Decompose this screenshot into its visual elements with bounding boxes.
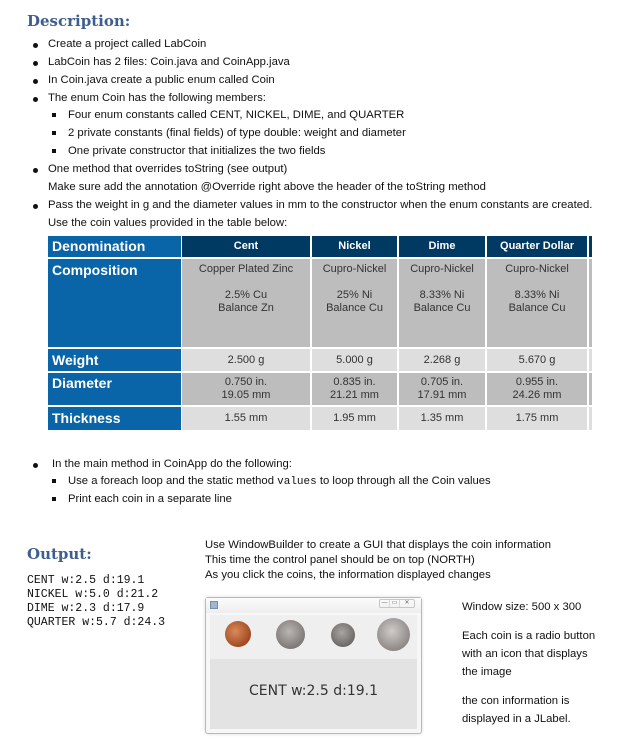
composition-line1: 8.33% Ni	[514, 289, 560, 301]
column-header-dime: Dime	[399, 236, 485, 257]
description-heading: Description:	[27, 12, 131, 30]
tostring-note: Make sure add the annotation @Override right above the header of the toString method	[48, 181, 486, 193]
label-note: the con information is	[462, 695, 570, 707]
control-panel	[210, 615, 417, 659]
table-edge	[589, 236, 592, 257]
table-edge	[589, 259, 592, 347]
bullet-icon	[33, 463, 38, 468]
bullet-icon	[33, 61, 38, 66]
radio-note: the image	[462, 666, 512, 678]
main-method-sub1	[68, 474, 491, 489]
table-edge	[589, 373, 592, 405]
output-line: DIME w:2.3 d:17.9	[27, 602, 145, 615]
output-line: CENT w:2.5 d:19.1	[27, 574, 145, 587]
quarter-radio-button[interactable]	[377, 618, 410, 651]
output-heading: Output:	[27, 545, 92, 563]
diameter-in: 0.835 in.	[333, 376, 376, 388]
column-header-cent: Cent	[182, 236, 310, 257]
composition-type: Cupro-Nickel	[322, 263, 387, 275]
weight-cell: 5.670 g	[487, 349, 587, 371]
bullet-icon	[33, 168, 38, 173]
column-header-quarter: Quarter Dollar	[487, 236, 587, 257]
weight-cell: 2.268 g	[399, 349, 485, 371]
radio-note: Each coin is a radio button	[462, 630, 596, 642]
gui-note: As you click the coins, the information displayed changes	[205, 569, 491, 581]
gui-note: This time the control panel should be on top (NORTH)	[205, 554, 475, 566]
member-item: 2 private constants (final fields) of type double: weight and diameter	[68, 127, 406, 139]
row-header-diameter: Diameter	[48, 373, 181, 405]
diameter-mm: 24.26 mm	[512, 389, 562, 401]
table-edge	[589, 407, 592, 430]
maximize-icon[interactable]: ▭	[390, 600, 400, 607]
row-header-denomination: Denomination	[48, 236, 181, 257]
sub1-post: to loop through all the Coin values	[316, 475, 491, 487]
diameter-cell	[312, 373, 397, 405]
composition-line2: Balance Cu	[326, 302, 383, 314]
square-bullet-icon	[52, 497, 56, 501]
dime-radio-button[interactable]	[331, 623, 355, 647]
thickness-cell: 1.95 mm	[312, 407, 397, 430]
composition-line2: Balance Cu	[413, 302, 471, 314]
close-icon[interactable]: ✕	[404, 600, 410, 606]
composition-cell	[182, 259, 310, 347]
coin-info-label: CENT w:2.5 d:19.1	[249, 683, 378, 699]
info-panel	[210, 659, 417, 729]
composition-line1: 2.5% Cu	[224, 289, 268, 301]
composition-line2: Balance Zn	[218, 302, 274, 314]
nickel-radio-button[interactable]	[276, 620, 305, 649]
output-block	[27, 574, 165, 630]
radio-note: with an icon that displays	[462, 648, 588, 660]
description-item: LabCoin has 2 files: Coin.java and CoinApp.java	[48, 56, 290, 68]
row-header-composition: Composition	[48, 259, 181, 347]
member-item: Four enum constants called CENT, NICKEL, DIME, and QUARTER	[68, 109, 405, 121]
description-item: In Coin.java create a public enum called Coin	[48, 74, 275, 86]
bullet-icon	[33, 43, 38, 48]
member-item: One private constructor that initializes the two fields	[68, 145, 326, 157]
square-bullet-icon	[52, 149, 56, 153]
thickness-cell: 1.35 mm	[399, 407, 485, 430]
composition-line1: 8.33% Ni	[419, 289, 465, 301]
composition-type: Copper Plated Zinc	[198, 263, 294, 275]
main-method-item: In the main method in CoinApp do the following:	[52, 458, 292, 470]
table-edge	[589, 349, 592, 371]
label-note: displayed in a JLabel.	[462, 713, 571, 725]
diameter-in: 0.705 in.	[420, 376, 464, 388]
composition-cell	[312, 259, 397, 347]
bullet-icon	[33, 204, 38, 209]
composition-cell	[487, 259, 587, 347]
description-item: The enum Coin has the following members:	[48, 92, 266, 104]
square-bullet-icon	[52, 479, 56, 483]
diameter-cell	[182, 373, 310, 405]
description-item: Create a project called LabCoin	[48, 38, 207, 50]
composition-line1: 25% Ni	[336, 289, 373, 301]
thickness-cell: 1.55 mm	[182, 407, 310, 430]
weight-cell: 5.000 g	[312, 349, 397, 371]
diameter-mm: 21.21 mm	[330, 389, 379, 401]
square-bullet-icon	[52, 131, 56, 135]
window-size-note: Window size: 500 x 300	[462, 601, 582, 613]
diameter-mm: 19.05 mm	[221, 389, 271, 401]
sub1-pre: Use a foreach loop and the static method	[68, 475, 278, 487]
bullet-icon	[33, 97, 38, 102]
main-method-sub2: Print each coin in a separate line	[68, 493, 232, 505]
composition-line2: Balance Cu	[508, 302, 566, 314]
coin-app-window	[205, 597, 422, 734]
composition-type: Cupro-Nickel	[410, 263, 474, 275]
output-line: QUARTER w:5.7 d:24.3	[27, 616, 166, 629]
diameter-cell	[487, 373, 587, 405]
row-header-weight: Weight	[48, 349, 181, 371]
diameter-in: 0.750 in.	[224, 376, 268, 388]
diameter-mm: 17.91 mm	[417, 389, 467, 401]
pass-note: Use the coin values provided in the table below:	[48, 217, 288, 229]
java-app-icon	[210, 601, 218, 609]
tostring-item: One method that overrides toString (see output)	[48, 163, 288, 175]
diameter-in: 0.955 in.	[515, 376, 559, 388]
minimize-icon[interactable]: —	[380, 600, 390, 607]
cent-radio-button[interactable]	[225, 621, 251, 647]
weight-cell: 2.500 g	[182, 349, 310, 371]
output-line: NICKEL w:5.0 d:21.2	[27, 588, 159, 601]
column-header-nickel: Nickel	[312, 236, 397, 257]
bullet-icon	[33, 79, 38, 84]
composition-cell	[399, 259, 485, 347]
square-bullet-icon	[52, 113, 56, 117]
sub1-code: values	[277, 476, 317, 488]
diameter-cell	[399, 373, 485, 405]
window-titlebar[interactable]	[206, 598, 421, 613]
composition-type: Cupro-Nickel	[505, 263, 569, 275]
row-header-thickness: Thickness	[48, 407, 181, 430]
window-controls	[379, 599, 415, 608]
thickness-cell: 1.75 mm	[487, 407, 587, 430]
pass-item: Pass the weight in g and the diameter values in mm to the constructor when the enum constants are created.	[48, 199, 593, 211]
gui-note: Use WindowBuilder to create a GUI that displays the coin information	[205, 539, 551, 551]
